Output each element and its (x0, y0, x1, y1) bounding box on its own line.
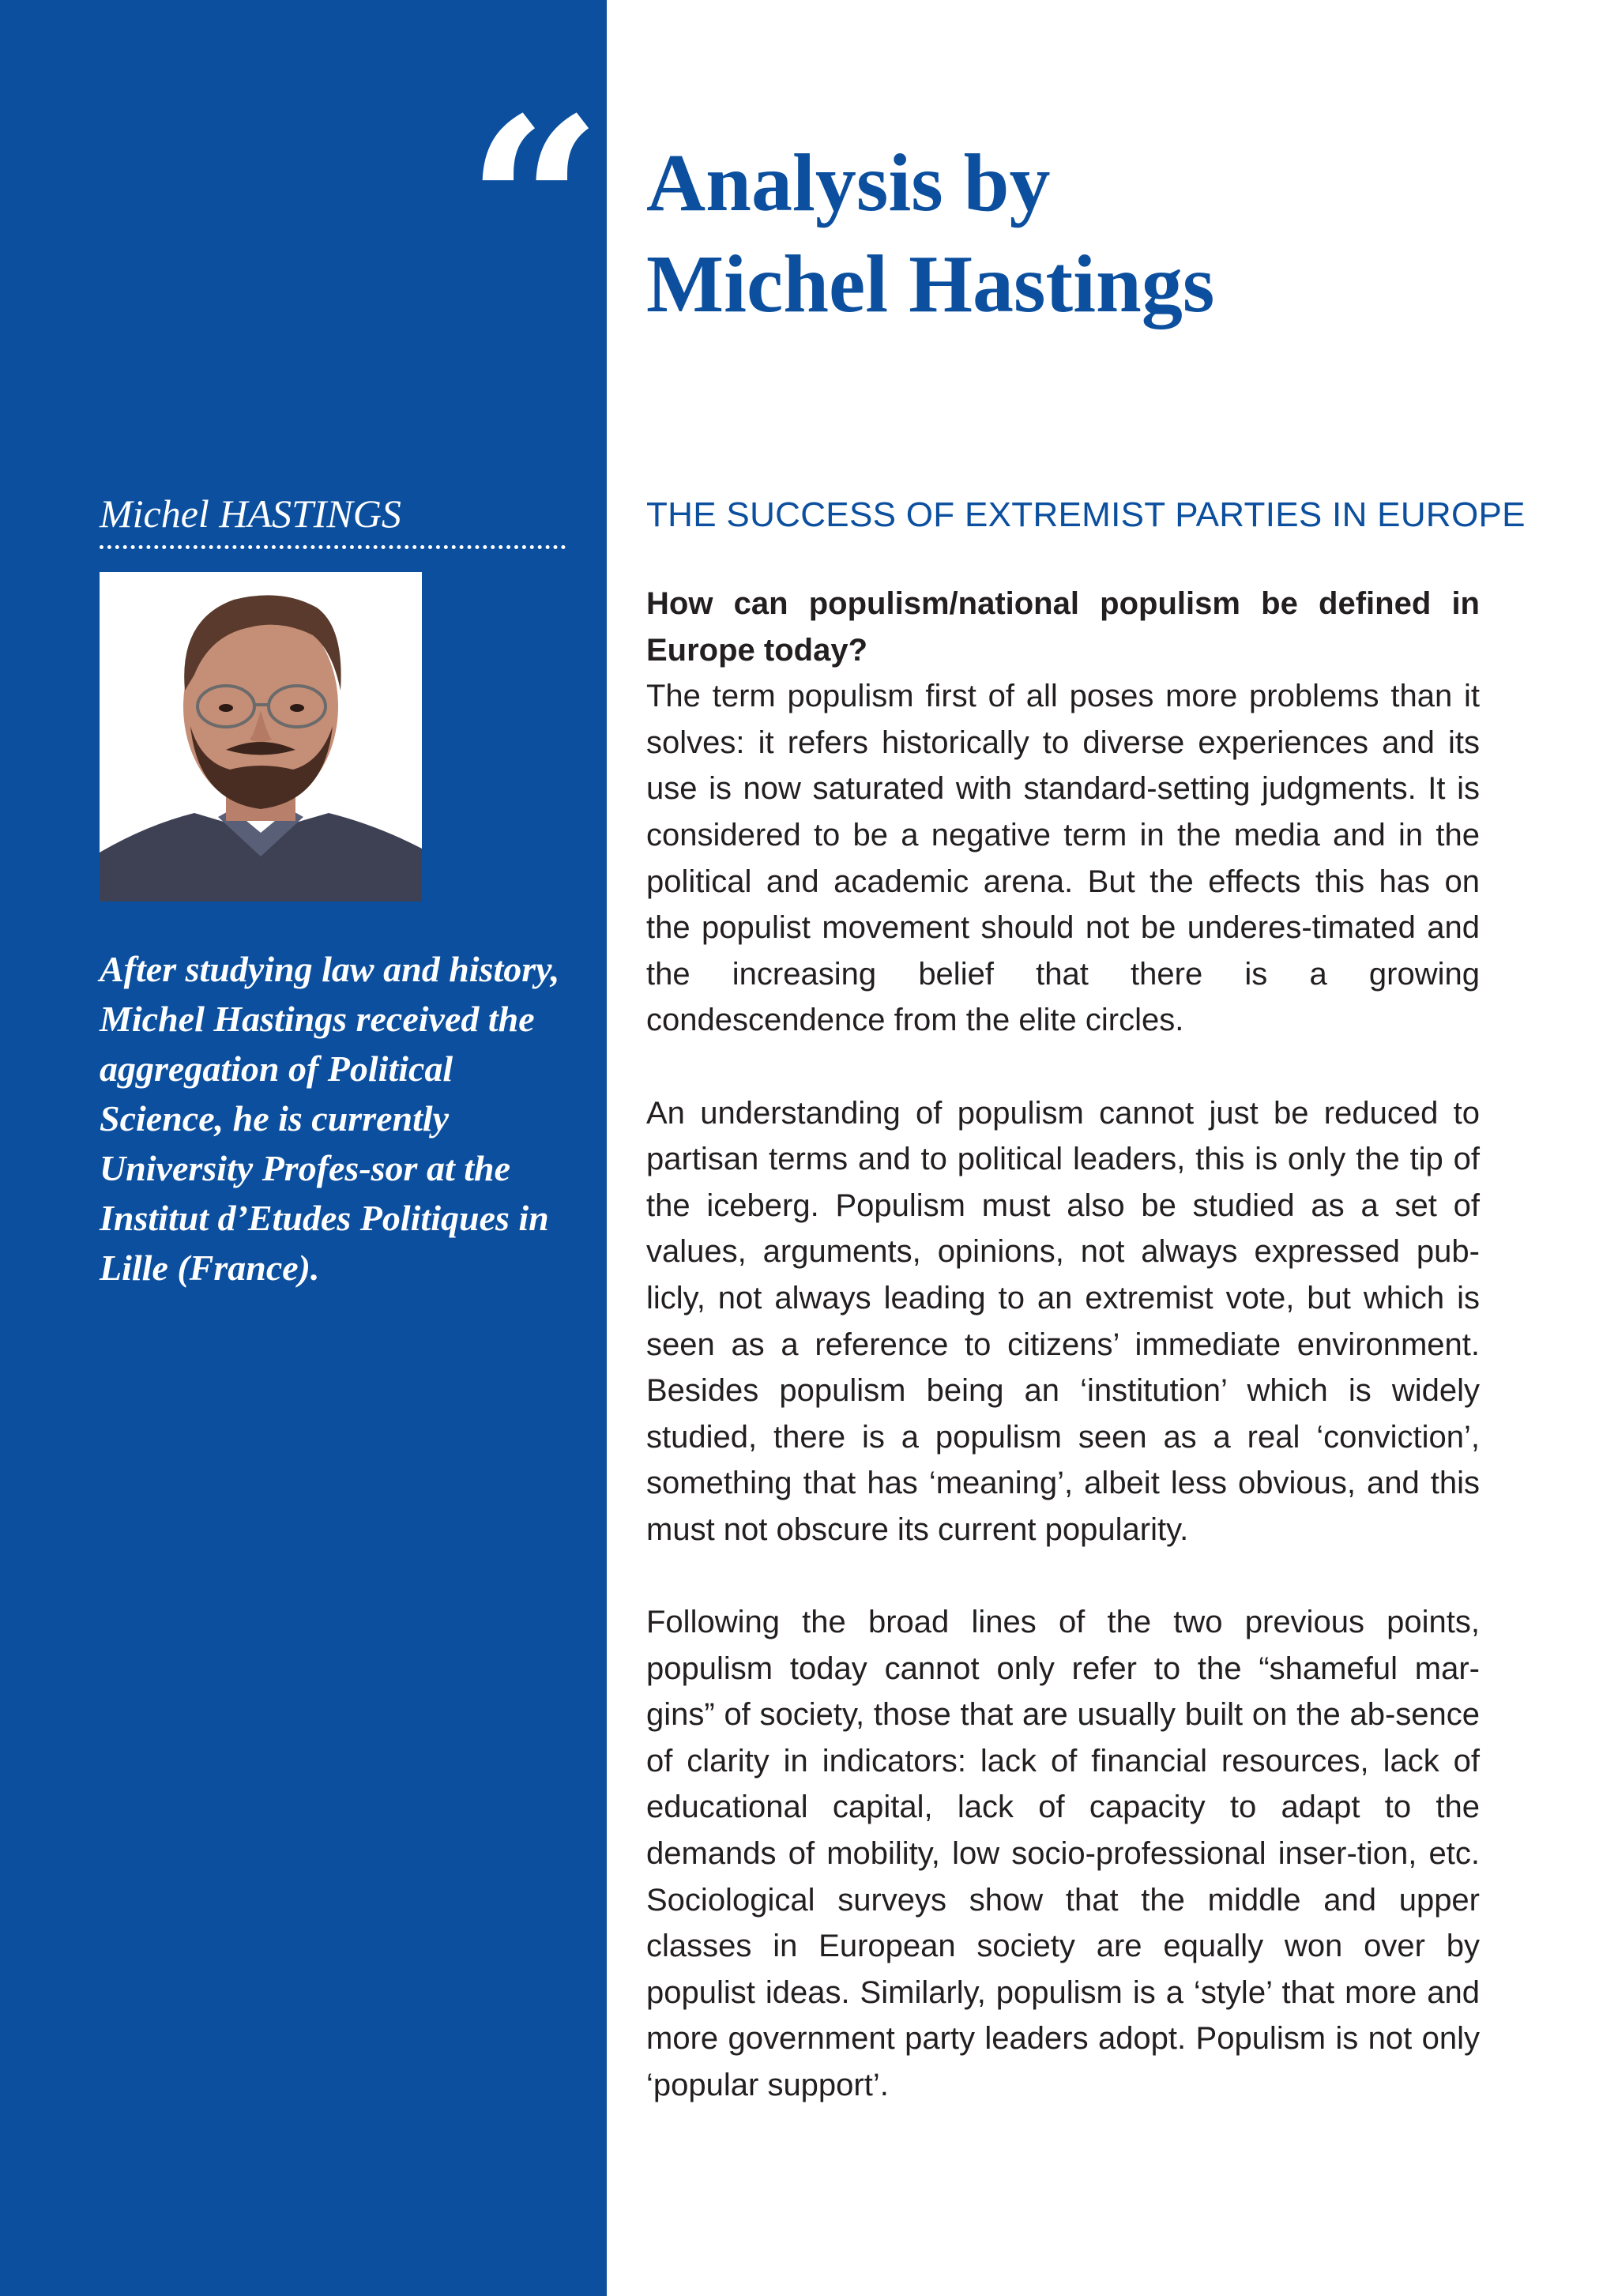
title-line-1: Analysis by (646, 137, 1051, 228)
author-bio: After studying law and history, Michel Hastings received the aggregation of Political Science, he is currently University Profes-sor at the Institut d’Etudes Politiques in Lille (France). (100, 949, 560, 1288)
section-heading: THE SUCCESS OF EXTREMIST PARTIES IN EUROPE (646, 495, 1526, 534)
quote-mark-icon: “ (466, 66, 603, 344)
author-photo (100, 572, 422, 901)
article-paragraph-2: An understanding of populism cannot just be reduced to partisan terms and to political leaders, this is only the tip of the iceberg. Populism must also be studied as a set of values, arguments, opinions, not always expressed pub-licly, not always leading to an extremist vote, but which is seen as a reference to citizens’ immediate environment. Besides populism being an ‘institution’ which is widely studied, there is a populism seen as a real ‘conviction’, something that has ‘meaning’, albeit less obvious, and this must not obscure its current popularity. (646, 1095, 1480, 1547)
article-paragraph-1 (646, 581, 1480, 1044)
article-paragraph-3: Following the broad lines of the two previous points, populism today cannot only refer to the “shameful mar-gins” of society, those that are usually built on the ab-sence of clarity in indicators: lack of financial resources, lack of educational capital, lack of capacity to adapt to the demands of mobility, low socio-professional inser-tion, etc. Sociological surveys show that the middle and upper classes in European society are equally won over by populist ideas. Similarly, populism is a ‘style’ that more and more government party leaders adopt. Populism is not only ‘popular support’. (646, 1605, 1480, 2102)
author-name: Michel HASTINGS (100, 491, 401, 536)
article-question: How can populism/national populism be defined in Europe today? (646, 586, 1480, 668)
article-paragraph-1-text: The term populism first of all poses more problems than it solves: it refers historically to diverse experiences and its use is now saturated with standard-setting judgments. It is considered to be a negative term in the media and in the political and academic arena. But the effects this has on the populist movement should not be underes-timated and the increasing belief that there is a growing condescendence from the elite circles. (646, 679, 1480, 1038)
portrait-photo-icon (100, 572, 422, 901)
article-body (646, 581, 1480, 2155)
title-line-2: Michel Hastings (646, 239, 1215, 329)
page-title (646, 133, 1555, 335)
dotted-divider (100, 545, 566, 549)
